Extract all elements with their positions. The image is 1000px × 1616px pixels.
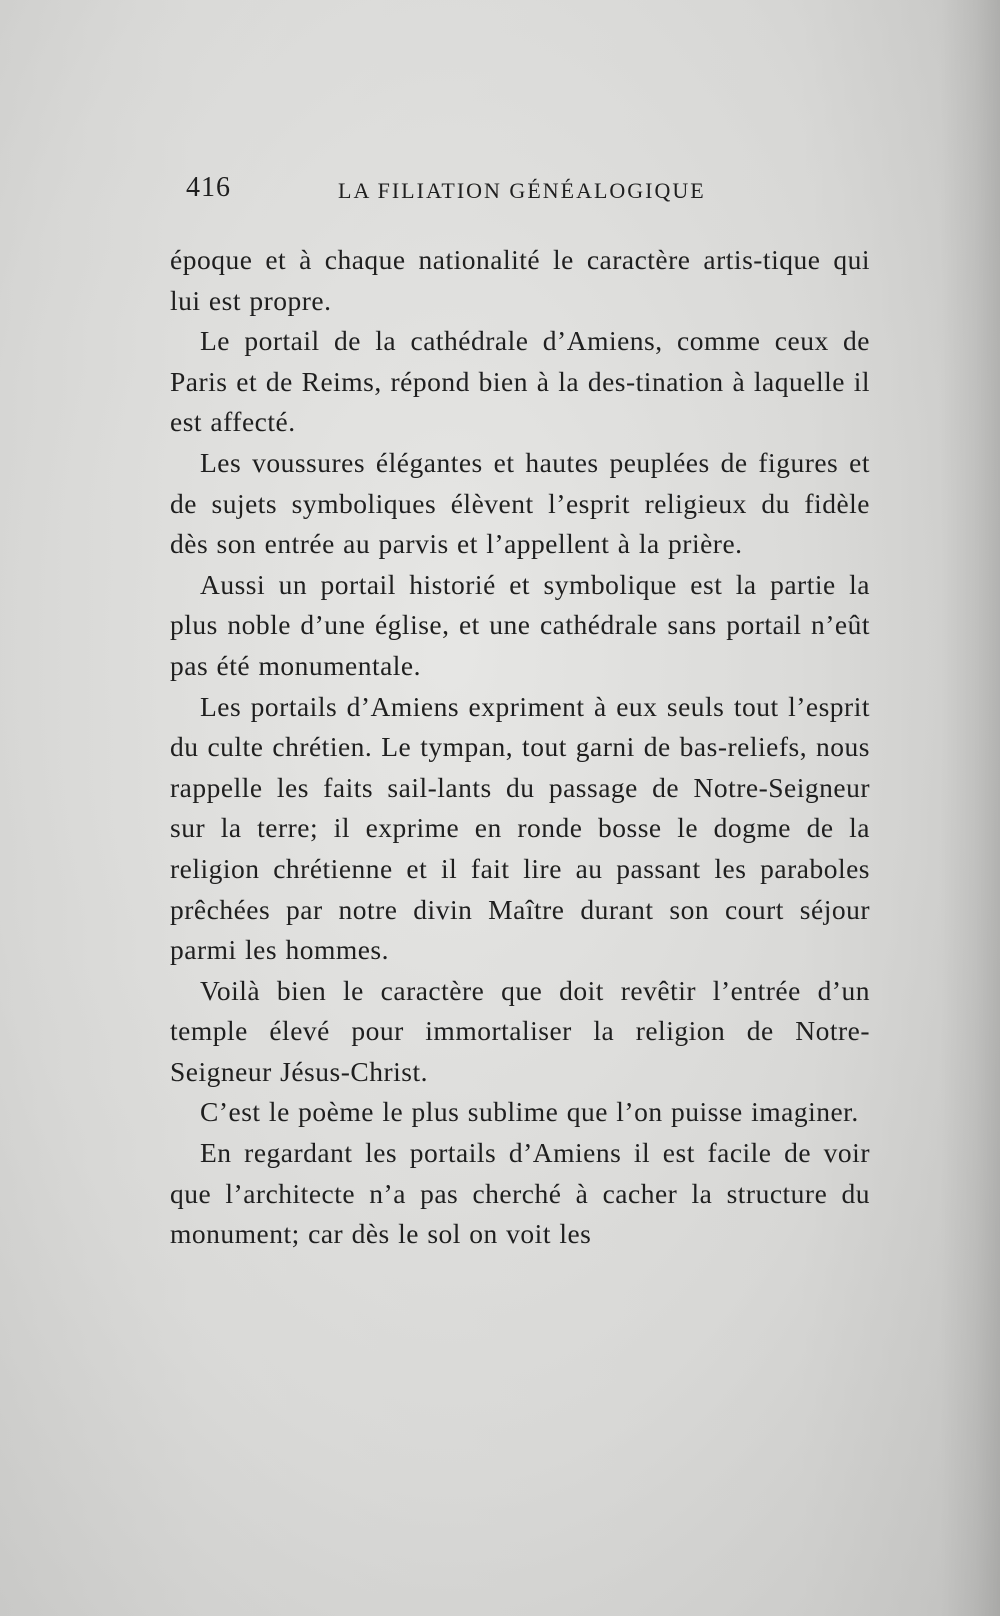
paragraph: Voilà bien le caractère que doit revêtir l’entrée d’un temple élevé pour immortaliser la religion de Notre-Seigneur Jésus-Christ. (170, 974, 870, 1087)
page-number: 416 (186, 172, 231, 203)
paragraph: Les voussures élégantes et hautes peuplées de figures et de sujets symboliques élèvent l’esprit religieux du fidèle dès son entrée au parvis et l’appellent à la prière. (170, 446, 870, 560)
paragraph-continued: époque et à chaque nationalité le caractère artis-tique qui lui est propre. (170, 244, 870, 316)
running-head: LA FILIATION GÉNÉALOGIQUE (338, 178, 706, 203)
page-header (0, 172, 1000, 212)
paragraph: C’est le poème le plus sublime que l’on puisse imaginer. (200, 1096, 859, 1128)
paragraph: Le portail de la cathédrale d’Amiens, comme ceux de Paris et de Reims, répond bien à la des-tination à laquelle il est affecté. (170, 325, 870, 438)
paragraph: En regardant les portails d’Amiens il est facile de voir que l’architecte n’a pas cherché à cacher la structure du monument; car dès le sol on voit les (170, 1137, 870, 1250)
paragraph: Les portails d’Amiens expriment à eux seuls tout l’esprit du culte chrétien. Le tympan, tout garni de bas-reliefs, nous rappelle les faits sail-lants du passage de Notre-Seigneur sur la terre; il exprime en ronde bosse le dogme de la religion chrétienne et il fait lire au passant les paraboles prêchées par notre divin Maître durant son court séjour parmi les hommes. (170, 690, 870, 966)
page-edge-shadow (940, 0, 1000, 1616)
paragraph: Aussi un portail historié et symbolique est la partie la plus noble d’une église, et une cathédrale sans portail n’eût pas été monumentale. (170, 568, 870, 681)
body-text (170, 240, 870, 1255)
